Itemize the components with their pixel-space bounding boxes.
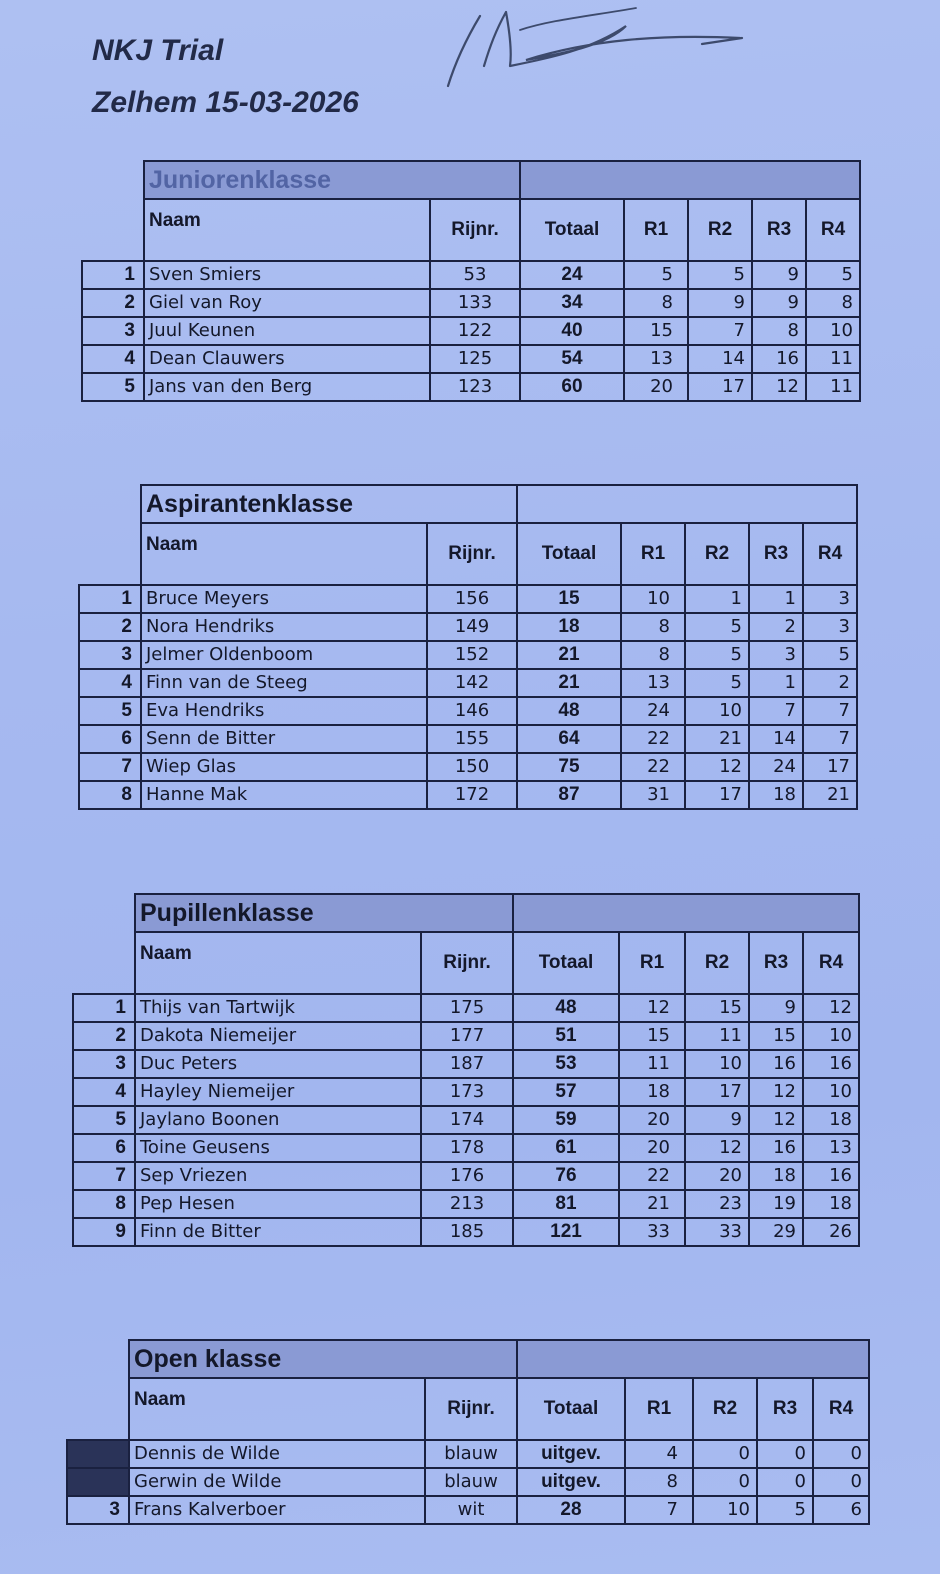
round-3-score: 0 <box>757 1468 813 1496</box>
round-3-score: 8 <box>752 317 806 345</box>
class-title: Pupillenklasse <box>135 894 513 932</box>
rider-name: Juul Keunen <box>144 317 430 345</box>
rider-name: Finn de Bitter <box>135 1218 421 1246</box>
juniorenklasse-table <box>81 160 861 402</box>
pupillenklasse-table <box>72 893 860 1247</box>
table-row <box>79 753 857 781</box>
round-1-score: 8 <box>621 641 685 669</box>
rank-cell: 2 <box>73 1022 135 1050</box>
rank-cell: 3 <box>67 1496 129 1524</box>
col-rijnr: Rijnr. <box>421 932 513 994</box>
total-score: 48 <box>517 697 621 725</box>
round-3-score: 0 <box>757 1440 813 1468</box>
rider-name: Giel van Roy <box>144 289 430 317</box>
rider-name: Dean Clauwers <box>144 345 430 373</box>
rider-number: 149 <box>427 613 517 641</box>
round-3-score: 12 <box>752 373 806 401</box>
round-1-score: 15 <box>619 1022 685 1050</box>
column-header-row <box>73 932 859 994</box>
blank-cell <box>82 199 144 261</box>
round-2-score: 12 <box>685 753 749 781</box>
event-location-date: Zelhem 15-03-2026 <box>92 86 359 119</box>
round-4-score: 0 <box>813 1440 869 1468</box>
total-score: 64 <box>517 725 621 753</box>
table-row <box>79 641 857 669</box>
class-title-row <box>79 485 857 523</box>
round-2-score: 7 <box>688 317 752 345</box>
round-4-score: 16 <box>803 1162 859 1190</box>
round-4-score: 5 <box>806 261 860 289</box>
round-4-score: 26 <box>803 1218 859 1246</box>
round-1-score: 20 <box>619 1106 685 1134</box>
table-row <box>73 1190 859 1218</box>
round-2-score: 5 <box>685 613 749 641</box>
round-3-score: 15 <box>749 1022 803 1050</box>
total-score: 51 <box>513 1022 619 1050</box>
table-row <box>82 373 860 401</box>
round-3-score: 16 <box>749 1050 803 1078</box>
blank-cell <box>79 523 141 585</box>
col-totaal: Totaal <box>517 523 621 585</box>
round-1-score: 24 <box>621 697 685 725</box>
rider-number: 152 <box>427 641 517 669</box>
col-r4: R4 <box>813 1378 869 1440</box>
rider-number: 177 <box>421 1022 513 1050</box>
rank-cell: 2 <box>79 613 141 641</box>
rank-cell: 5 <box>79 697 141 725</box>
round-3-score: 16 <box>752 345 806 373</box>
table-row <box>79 669 857 697</box>
rider-number: 173 <box>421 1078 513 1106</box>
col-r2: R2 <box>693 1378 757 1440</box>
total-score: 121 <box>513 1218 619 1246</box>
col-totaal: Totaal <box>517 1378 625 1440</box>
table-row <box>79 613 857 641</box>
result-rows <box>73 994 859 1246</box>
rank-cell: 6 <box>73 1134 135 1162</box>
class-title-row <box>82 161 860 199</box>
rider-number: 156 <box>427 585 517 613</box>
blank-cell <box>73 932 135 994</box>
round-2-score: 0 <box>693 1468 757 1496</box>
round-1-score: 5 <box>624 261 688 289</box>
col-naam: Naam <box>129 1378 425 1440</box>
round-4-score: 18 <box>803 1190 859 1218</box>
rank-cell: 5 <box>82 373 144 401</box>
rider-name: Jaylano Boonen <box>135 1106 421 1134</box>
round-1-score: 21 <box>619 1190 685 1218</box>
table-row <box>73 1106 859 1134</box>
table-row <box>73 1078 859 1106</box>
round-1-score: 8 <box>624 289 688 317</box>
title-bar <box>517 1340 869 1378</box>
round-2-score: 23 <box>685 1190 749 1218</box>
table-row <box>79 781 857 809</box>
round-1-score: 18 <box>619 1078 685 1106</box>
title-bar <box>513 894 859 932</box>
round-2-score: 5 <box>685 641 749 669</box>
class-title: Open klasse <box>129 1340 517 1378</box>
rank-cell: 1 <box>73 994 135 1022</box>
round-1-score: 12 <box>619 994 685 1022</box>
round-3-score: 14 <box>749 725 803 753</box>
rider-name: Sep Vriezen <box>135 1162 421 1190</box>
rank-cell: 9 <box>73 1218 135 1246</box>
total-score: 75 <box>517 753 621 781</box>
rider-name: Thijs van Tartwijk <box>135 994 421 1022</box>
table-row <box>73 1050 859 1078</box>
rider-number: wit <box>425 1496 517 1524</box>
round-1-score: 31 <box>621 781 685 809</box>
table-row <box>79 725 857 753</box>
total-score: 28 <box>517 1496 625 1524</box>
rider-number: 213 <box>421 1190 513 1218</box>
round-4-score: 3 <box>803 585 857 613</box>
col-r4: R4 <box>806 199 860 261</box>
round-1-score: 22 <box>619 1162 685 1190</box>
round-4-score: 10 <box>803 1078 859 1106</box>
total-score: uitgev. <box>517 1440 625 1468</box>
rider-number: 174 <box>421 1106 513 1134</box>
rider-number: 146 <box>427 697 517 725</box>
round-4-score: 5 <box>803 641 857 669</box>
round-4-score: 0 <box>813 1468 869 1496</box>
total-score: 61 <box>513 1134 619 1162</box>
rider-number: 155 <box>427 725 517 753</box>
table-row <box>67 1496 869 1524</box>
total-score: 34 <box>520 289 624 317</box>
open-klasse-table <box>66 1339 870 1525</box>
rider-name: Hayley Niemeijer <box>135 1078 421 1106</box>
rider-number: 175 <box>421 994 513 1022</box>
rank-cell: 2 <box>82 289 144 317</box>
rider-name: Eva Hendriks <box>141 697 427 725</box>
total-score: 54 <box>520 345 624 373</box>
round-1-score: 20 <box>624 373 688 401</box>
table-row <box>73 1162 859 1190</box>
round-4-score: 10 <box>803 1022 859 1050</box>
rank-cell: 5 <box>73 1106 135 1134</box>
round-3-score: 7 <box>749 697 803 725</box>
rider-number: 187 <box>421 1050 513 1078</box>
rider-name: Bruce Meyers <box>141 585 427 613</box>
total-score: 15 <box>517 585 621 613</box>
class-title: Juniorenklasse <box>144 161 520 199</box>
rider-name: Wiep Glas <box>141 753 427 781</box>
class-title-row <box>67 1340 869 1378</box>
total-score: 57 <box>513 1078 619 1106</box>
col-r4: R4 <box>803 932 859 994</box>
total-score: 59 <box>513 1106 619 1134</box>
round-2-score: 14 <box>688 345 752 373</box>
rider-number: 150 <box>427 753 517 781</box>
round-2-score: 21 <box>685 725 749 753</box>
col-totaal: Totaal <box>513 932 619 994</box>
rider-name: Hanne Mak <box>141 781 427 809</box>
col-r1: R1 <box>619 932 685 994</box>
col-r2: R2 <box>688 199 752 261</box>
column-header-row <box>82 199 860 261</box>
table-row <box>79 585 857 613</box>
col-r4: R4 <box>803 523 857 585</box>
document-title: NKJ Trial <box>92 34 224 67</box>
rank-cell <box>67 1440 129 1468</box>
title-bar <box>520 161 860 199</box>
round-4-score: 7 <box>803 725 857 753</box>
round-1-score: 15 <box>624 317 688 345</box>
round-4-score: 11 <box>806 345 860 373</box>
rank-cell: 7 <box>79 753 141 781</box>
rank-cell: 8 <box>79 781 141 809</box>
table-row <box>82 261 860 289</box>
rider-number: 53 <box>430 261 520 289</box>
col-rijnr: Rijnr. <box>430 199 520 261</box>
result-rows <box>82 261 860 401</box>
rider-name: Dakota Niemeijer <box>135 1022 421 1050</box>
rider-number: 172 <box>427 781 517 809</box>
round-2-score: 9 <box>685 1106 749 1134</box>
round-3-score: 19 <box>749 1190 803 1218</box>
round-4-score: 11 <box>806 373 860 401</box>
rank-cell: 7 <box>73 1162 135 1190</box>
round-4-score: 16 <box>803 1050 859 1078</box>
round-3-score: 18 <box>749 781 803 809</box>
total-score: 60 <box>520 373 624 401</box>
round-3-score: 16 <box>749 1134 803 1162</box>
round-4-score: 10 <box>806 317 860 345</box>
col-r1: R1 <box>621 523 685 585</box>
rider-name: Pep Hesen <box>135 1190 421 1218</box>
rider-name: Jans van den Berg <box>144 373 430 401</box>
round-3-score: 18 <box>749 1162 803 1190</box>
round-2-score: 0 <box>693 1440 757 1468</box>
round-1-score: 22 <box>621 725 685 753</box>
rider-name: Toine Geusens <box>135 1134 421 1162</box>
rank-cell: 3 <box>73 1050 135 1078</box>
rank-cell <box>67 1468 129 1496</box>
round-1-score: 7 <box>625 1496 693 1524</box>
blank-cell <box>73 894 135 932</box>
total-score: 40 <box>520 317 624 345</box>
rank-cell: 1 <box>82 261 144 289</box>
rider-number: 176 <box>421 1162 513 1190</box>
round-3-score: 1 <box>749 669 803 697</box>
round-4-score: 8 <box>806 289 860 317</box>
round-1-score: 8 <box>621 613 685 641</box>
col-r1: R1 <box>624 199 688 261</box>
rider-number: blauw <box>425 1468 517 1496</box>
round-2-score: 17 <box>685 781 749 809</box>
round-3-score: 12 <box>749 1106 803 1134</box>
blank-cell <box>67 1340 129 1378</box>
rider-name: Nora Hendriks <box>141 613 427 641</box>
round-2-score: 17 <box>688 373 752 401</box>
round-2-score: 20 <box>685 1162 749 1190</box>
round-1-score: 8 <box>625 1468 693 1496</box>
rider-number: 178 <box>421 1134 513 1162</box>
col-rijnr: Rijnr. <box>427 523 517 585</box>
round-2-score: 33 <box>685 1218 749 1246</box>
rank-cell: 8 <box>73 1190 135 1218</box>
round-3-score: 9 <box>752 289 806 317</box>
table-row <box>82 345 860 373</box>
round-3-score: 24 <box>749 753 803 781</box>
rider-number: 125 <box>430 345 520 373</box>
title-bar <box>517 485 857 523</box>
rider-number: 133 <box>430 289 520 317</box>
rider-name: Duc Peters <box>135 1050 421 1078</box>
col-r3: R3 <box>752 199 806 261</box>
round-2-score: 10 <box>685 1050 749 1078</box>
round-4-score: 7 <box>803 697 857 725</box>
col-naam: Naam <box>144 199 430 261</box>
round-1-score: 11 <box>619 1050 685 1078</box>
rider-name: Frans Kalverboer <box>129 1496 425 1524</box>
col-r3: R3 <box>749 523 803 585</box>
round-1-score: 22 <box>621 753 685 781</box>
col-r1: R1 <box>625 1378 693 1440</box>
rank-cell: 4 <box>82 345 144 373</box>
round-2-score: 9 <box>688 289 752 317</box>
result-rows <box>79 585 857 809</box>
total-score: 81 <box>513 1190 619 1218</box>
round-1-score: 33 <box>619 1218 685 1246</box>
rider-name: Gerwin de Wilde <box>129 1468 425 1496</box>
rider-number: 142 <box>427 669 517 697</box>
total-score: 53 <box>513 1050 619 1078</box>
col-r2: R2 <box>685 932 749 994</box>
table-row <box>67 1440 869 1468</box>
round-1-score: 13 <box>621 669 685 697</box>
round-1-score: 20 <box>619 1134 685 1162</box>
rider-name: Finn van de Steeg <box>141 669 427 697</box>
blank-cell <box>79 485 141 523</box>
col-r3: R3 <box>757 1378 813 1440</box>
table-row <box>73 1218 859 1246</box>
rank-cell: 4 <box>73 1078 135 1106</box>
col-naam: Naam <box>141 523 427 585</box>
round-2-score: 17 <box>685 1078 749 1106</box>
blank-cell <box>67 1378 129 1440</box>
total-score: uitgev. <box>517 1468 625 1496</box>
table-row <box>79 697 857 725</box>
rider-name: Sven Smiers <box>144 261 430 289</box>
round-1-score: 10 <box>621 585 685 613</box>
round-2-score: 10 <box>685 697 749 725</box>
rank-cell: 1 <box>79 585 141 613</box>
class-title: Aspirantenklasse <box>141 485 517 523</box>
round-2-score: 15 <box>685 994 749 1022</box>
col-totaal: Totaal <box>520 199 624 261</box>
round-2-score: 11 <box>685 1022 749 1050</box>
result-rows <box>67 1440 869 1524</box>
round-2-score: 1 <box>685 585 749 613</box>
rider-number: 123 <box>430 373 520 401</box>
rank-cell: 4 <box>79 669 141 697</box>
rider-number: 185 <box>421 1218 513 1246</box>
round-2-score: 10 <box>693 1496 757 1524</box>
table-row <box>82 317 860 345</box>
round-3-score: 2 <box>749 613 803 641</box>
class-title-row <box>73 894 859 932</box>
round-3-score: 5 <box>757 1496 813 1524</box>
total-score: 18 <box>517 613 621 641</box>
rider-name: Dennis de Wilde <box>129 1440 425 1468</box>
table-row <box>73 994 859 1022</box>
rider-name: Senn de Bitter <box>141 725 427 753</box>
round-4-score: 6 <box>813 1496 869 1524</box>
round-4-score: 13 <box>803 1134 859 1162</box>
total-score: 48 <box>513 994 619 1022</box>
round-3-score: 29 <box>749 1218 803 1246</box>
table-row <box>73 1022 859 1050</box>
rank-cell: 3 <box>79 641 141 669</box>
round-4-score: 12 <box>803 994 859 1022</box>
table-row <box>73 1134 859 1162</box>
rider-name: Jelmer Oldenboom <box>141 641 427 669</box>
rider-number: 122 <box>430 317 520 345</box>
rider-number: blauw <box>425 1440 517 1468</box>
table-row <box>82 289 860 317</box>
column-header-row <box>67 1378 869 1440</box>
round-4-score: 17 <box>803 753 857 781</box>
handwritten-signature <box>440 0 760 100</box>
aspirantenklasse-table <box>78 484 858 810</box>
table-row <box>67 1468 869 1496</box>
round-2-score: 12 <box>685 1134 749 1162</box>
total-score: 76 <box>513 1162 619 1190</box>
round-1-score: 13 <box>624 345 688 373</box>
round-1-score: 4 <box>625 1440 693 1468</box>
round-3-score: 3 <box>749 641 803 669</box>
round-4-score: 18 <box>803 1106 859 1134</box>
total-score: 21 <box>517 669 621 697</box>
col-naam: Naam <box>135 932 421 994</box>
total-score: 87 <box>517 781 621 809</box>
round-3-score: 9 <box>752 261 806 289</box>
column-header-row <box>79 523 857 585</box>
round-3-score: 9 <box>749 994 803 1022</box>
rank-cell: 3 <box>82 317 144 345</box>
col-rijnr: Rijnr. <box>425 1378 517 1440</box>
col-r3: R3 <box>749 932 803 994</box>
round-4-score: 21 <box>803 781 857 809</box>
col-r2: R2 <box>685 523 749 585</box>
round-3-score: 1 <box>749 585 803 613</box>
rank-cell: 6 <box>79 725 141 753</box>
total-score: 24 <box>520 261 624 289</box>
round-2-score: 5 <box>688 261 752 289</box>
round-4-score: 3 <box>803 613 857 641</box>
blank-cell <box>82 161 144 199</box>
round-4-score: 2 <box>803 669 857 697</box>
round-3-score: 12 <box>749 1078 803 1106</box>
total-score: 21 <box>517 641 621 669</box>
round-2-score: 5 <box>685 669 749 697</box>
